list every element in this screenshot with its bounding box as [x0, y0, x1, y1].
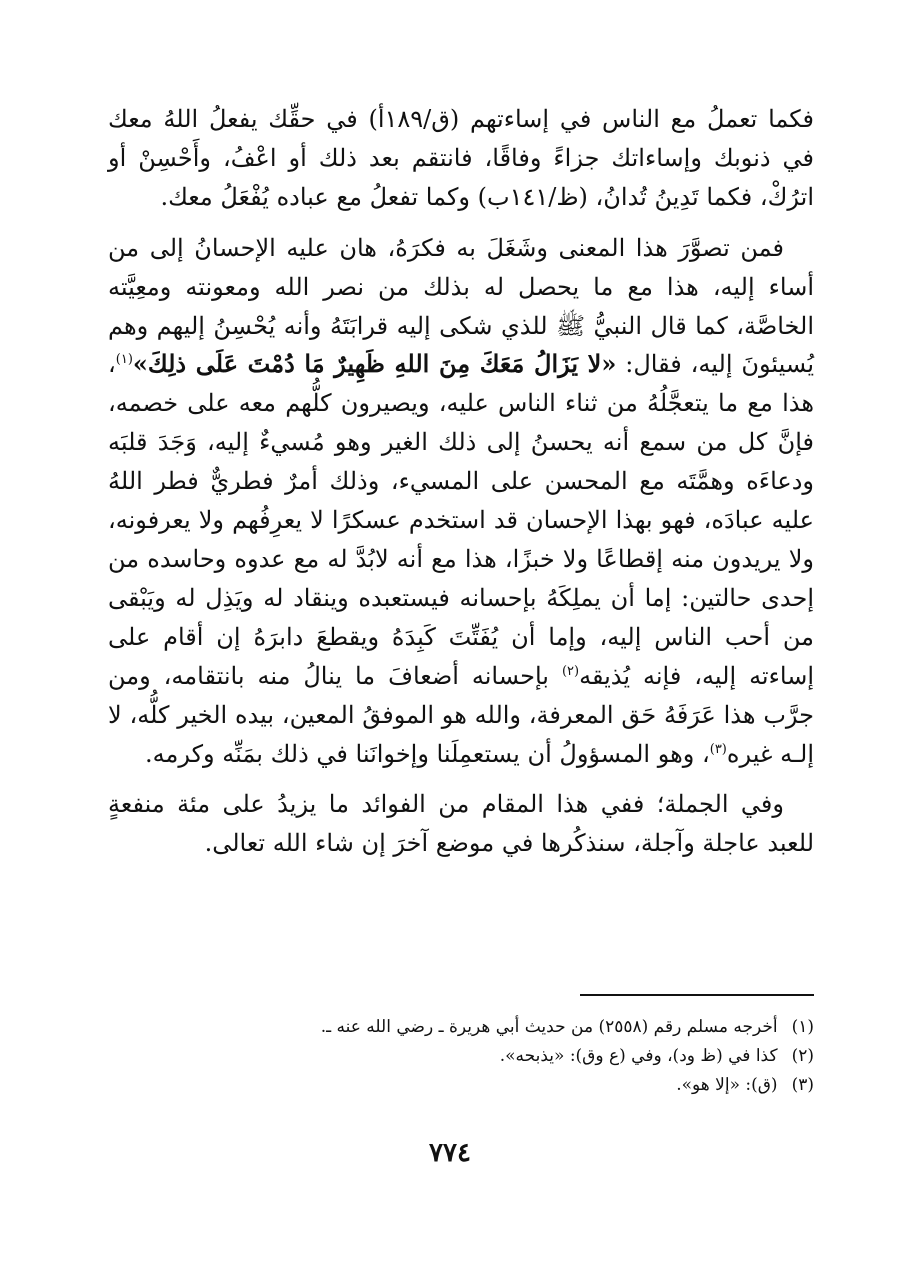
paragraph-3 — [108, 785, 814, 863]
footnote-3-number: (٣) — [791, 1075, 814, 1095]
footnote-2-text: كذا في (ظ ود)، وفي (ع وق): «يذبحه». — [499, 1046, 778, 1066]
footnote-2 — [108, 1042, 814, 1071]
paragraph-3-text: وفي الجملة؛ ففي هذا المقام من الفوائد ما يزيدُ على مئة منفعةٍ للعبد عاجلة وآجلة، سنذكُرها في موضع آخرَ إن شاء الله تعالى. — [108, 790, 814, 858]
paragraph-2-text-a: فمن تصوَّرَ هذا المعنى وشَغَلَ به فكرَهُ، هان عليه الإحسانُ إلى من أساء إليه، هذا مع ما يحصل له بذلك من نصر الله ومعونته ومعِيَّته الخاصَّة، كما قال النبيُّ ﷺ للذي شكى إليه قرابَتَهُ وأنه يُحْسِنُ إليهم وهم يُسيئونَ إليه، فقال: — [108, 233, 814, 379]
paragraph-1 — [108, 100, 814, 217]
footnote-1-number: (١) — [791, 1017, 814, 1037]
footnote-ref-2: (٢) — [561, 663, 580, 679]
hadith-quote: «لا يَزَالُ مَعَكَ مِنَ اللهِ ظَهِيرٌ مَا دُمْتَ عَلَى ذلِكَ» — [132, 349, 617, 379]
footnote-separator — [580, 994, 814, 996]
paragraph-1-text: فكما تعملُ مع الناس في إساءتهم (ق/١٨٩أ) في حقِّك يفعلُ اللهُ معك في ذنوبك وإساءاتك جزاءً وفاقًا، فانتقم بعد ذلك أو اعْفُ، وأَحْسِنْ أو اترُكْ، فكما تَدِينُ تُدانُ، (ظ/١٤١ب) وكما تفعلُ مع عباده يُفْعَلُ معك. — [108, 105, 814, 211]
footnote-ref-1: (١) — [115, 352, 133, 368]
page-number: ٧٧٤ — [429, 1138, 471, 1168]
paragraph-2-text-d: ، وهو المسؤولُ أن يستعمِلَنا وإخوانَنا في ذلك بمَنِّه وكرمه. — [145, 739, 710, 768]
footnotes — [108, 1013, 814, 1100]
footnote-1-text: أخرجه مسلم رقم (٢٥٥٨) من حديث أبي هريرة ـ رضي الله عنه ـ. — [320, 1017, 778, 1037]
paragraph-2 — [108, 229, 814, 774]
paragraph-2-text-b: ، هذا مع ما يتعجَّلُهُ من ثناء الناس عليه، ويصيرون كلُّهم معه على خصمه، فإنَّ كل من سمع أنه يحسنُ إلى ذلك الغير وهو مُسيءٌ إليه، وَجَدَ قلبَه ودعاءَه وهمَّتَه مع المحسن على المسيء، وذلك أمرٌ فطريٌّ فطر اللهُ عليه عبادَه، فهو بهذا الإحسان قد استخدم عسكرًا لا يعرِفُهم ولا يعرفونه، ولا يريدون منه إقطاعًا ولا خبزًا، هذا مع أنه لابُدَّ له مع عدوه وحاسده من إحدى حالتين: إما أن يملِكَهُ بإحسانه فيستعبده وينقاد له ويَذِل له ويَبْقى من أحب الناس إليه، وإما أن يُفَتِّتَ كَبِدَهُ ويقطعَ دابرَهُ إن أقام على إساءته إليه، فإنه يُذيقه — [108, 350, 814, 690]
footnote-ref-3: (٣) — [709, 741, 727, 757]
footnote-2-number: (٢) — [791, 1046, 814, 1066]
main-text — [108, 100, 814, 863]
paragraph-2-text-c: بإحسانه أضعافَ ما ينالُ منه بانتقامه، ومن جرَّب هذا عَرَفَهُ حَق المعرفة، والله هو الموفقُ المعين، بيده الخير كلُّه، لا إلـه غيره — [108, 661, 814, 768]
footnote-1 — [108, 1013, 814, 1042]
footnote-3-text: (ق): «إلا هو». — [676, 1075, 778, 1095]
footnote-3 — [108, 1071, 814, 1100]
